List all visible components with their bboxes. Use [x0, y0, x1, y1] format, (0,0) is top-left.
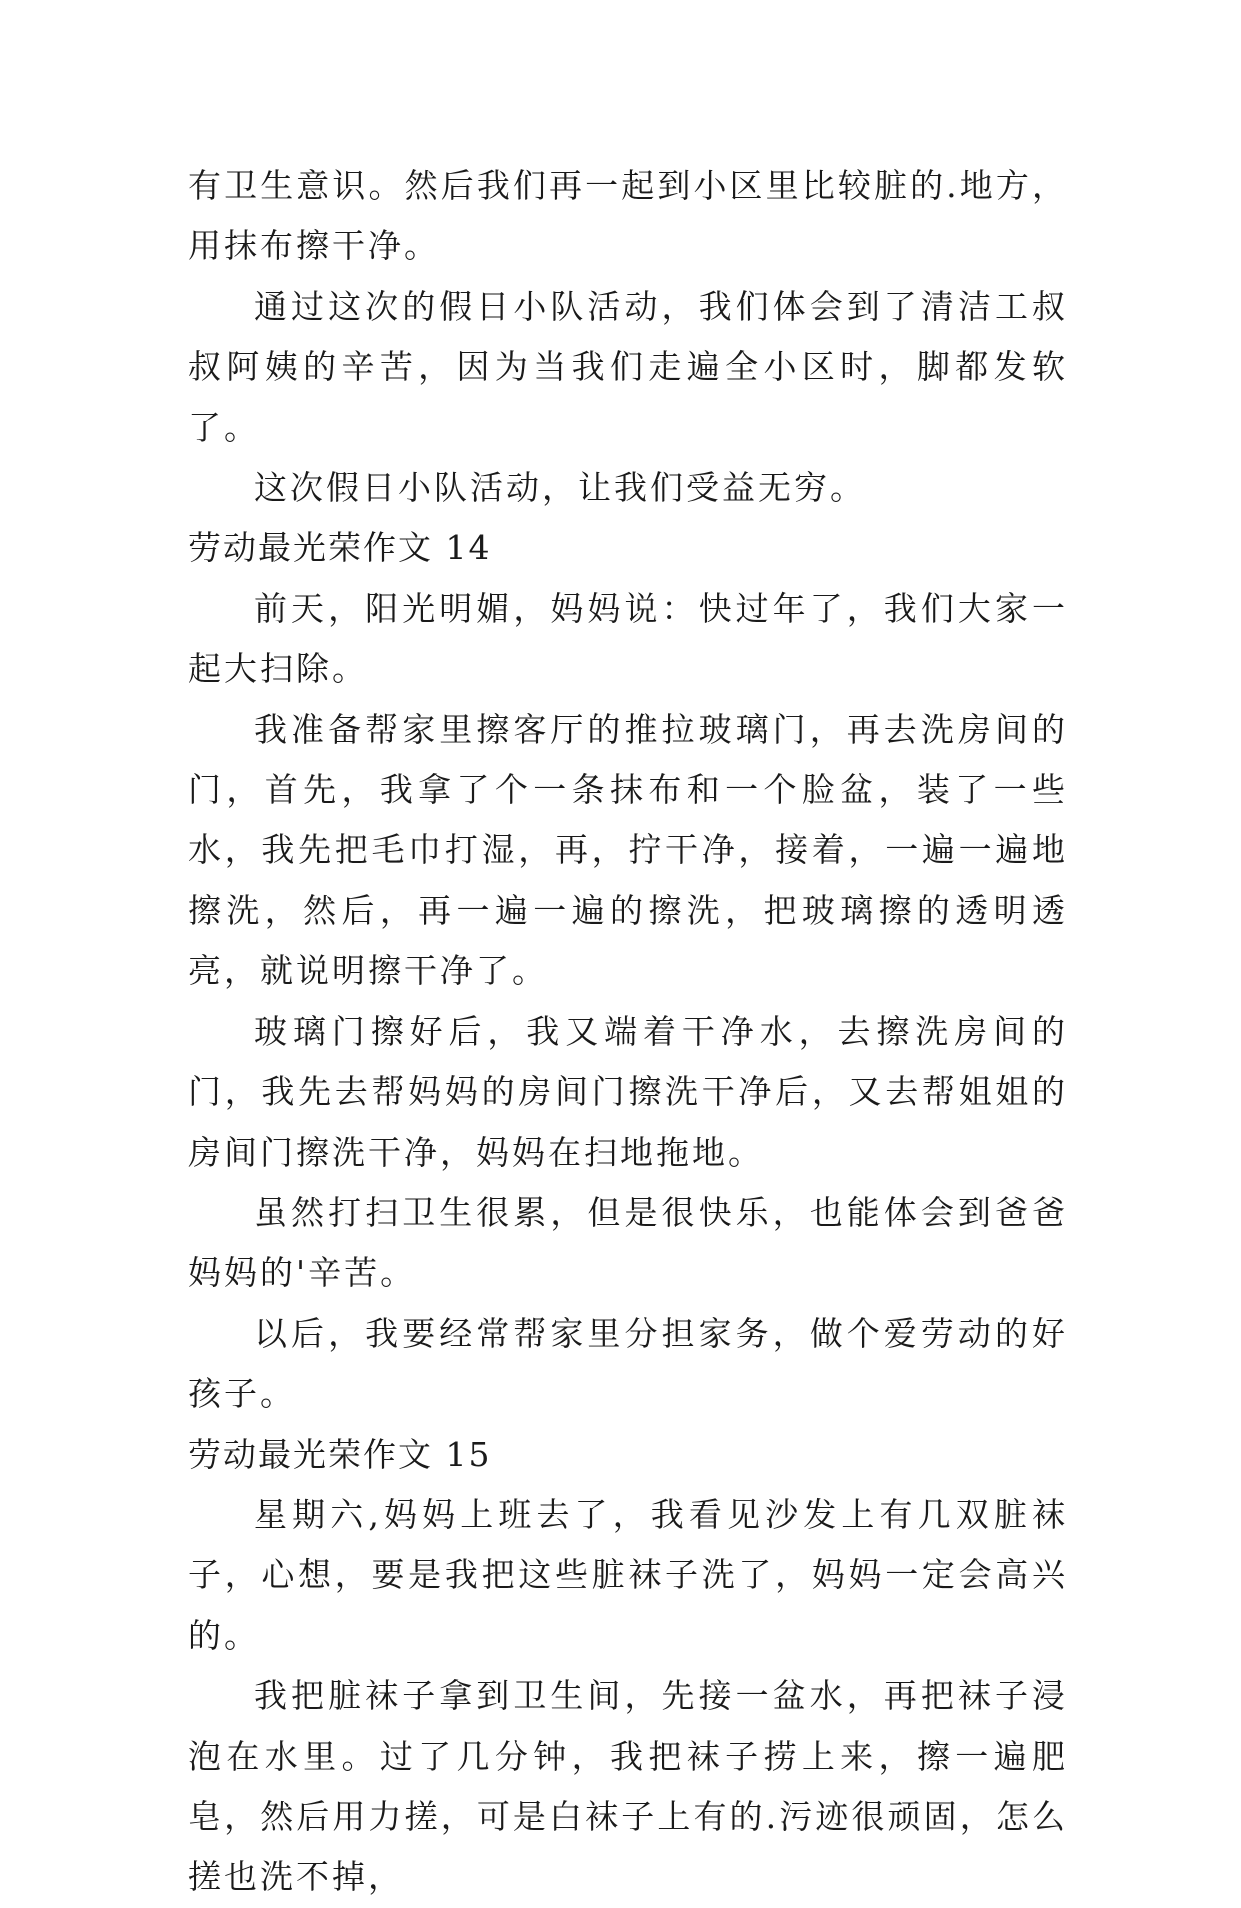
essay-title: 劳动最光荣作文 14 [188, 528, 492, 568]
paragraph: 虽然打扫卫生很累，但是很快乐，也能体会到爸爸妈妈的'辛苦。 [188, 1192, 1068, 1293]
essay-title: 劳动最光荣作文 15 [188, 1434, 492, 1474]
paragraph: 玻璃门擦好后，我又端着干净水，去擦洗房间的门，我先去帮妈妈的房间门擦洗干净后，又去帮姐姐的房间门擦洗干净，妈妈在扫地拖地。 [188, 1011, 1068, 1172]
document-body [188, 156, 1068, 1908]
paragraph: 以后，我要经常帮家里分担家务，做个爱劳动的好孩子。 [188, 1313, 1068, 1414]
paragraph: 前天，阳光明媚，妈妈说：快过年了，我们大家一起大扫除。 [188, 588, 1068, 689]
paragraph: 这次假日小队活动，让我们受益无穷。 [254, 468, 866, 508]
paragraph-continued: 有卫生意识。然后我们再一起到小区里比较脏的.地方，用抹布擦干净。 [188, 166, 1068, 266]
paragraph: 我准备帮家里擦客厅的推拉玻璃门，再去洗房间的门，首先，我拿了个一条抹布和一个脸盆，装了一些水，我先把毛巾打湿，再，拧干净，接着，一遍一遍地擦洗，然后，再一遍一遍的擦洗，把玻璃擦的透明透亮，就说明擦干净了。 [188, 709, 1068, 991]
paragraph: 星期六,妈妈上班去了，我看见沙发上有几双脏袜子，心想，要是我把这些脏袜子洗了，妈妈一定会高兴的。 [188, 1494, 1068, 1655]
paragraph: 我把脏袜子拿到卫生间，先接一盆水，再把袜子浸泡在水里。过了几分钟，我把袜子捞上来，擦一遍肥皂，然后用力搓，可是白袜子上有的.污迹很顽固，怎么搓也洗不掉， [188, 1676, 1068, 1897]
paragraph: 通过这次的假日小队活动，我们体会到了清洁工叔叔阿姨的辛苦，因为当我们走遍全小区时，脚都发软了。 [188, 286, 1068, 447]
